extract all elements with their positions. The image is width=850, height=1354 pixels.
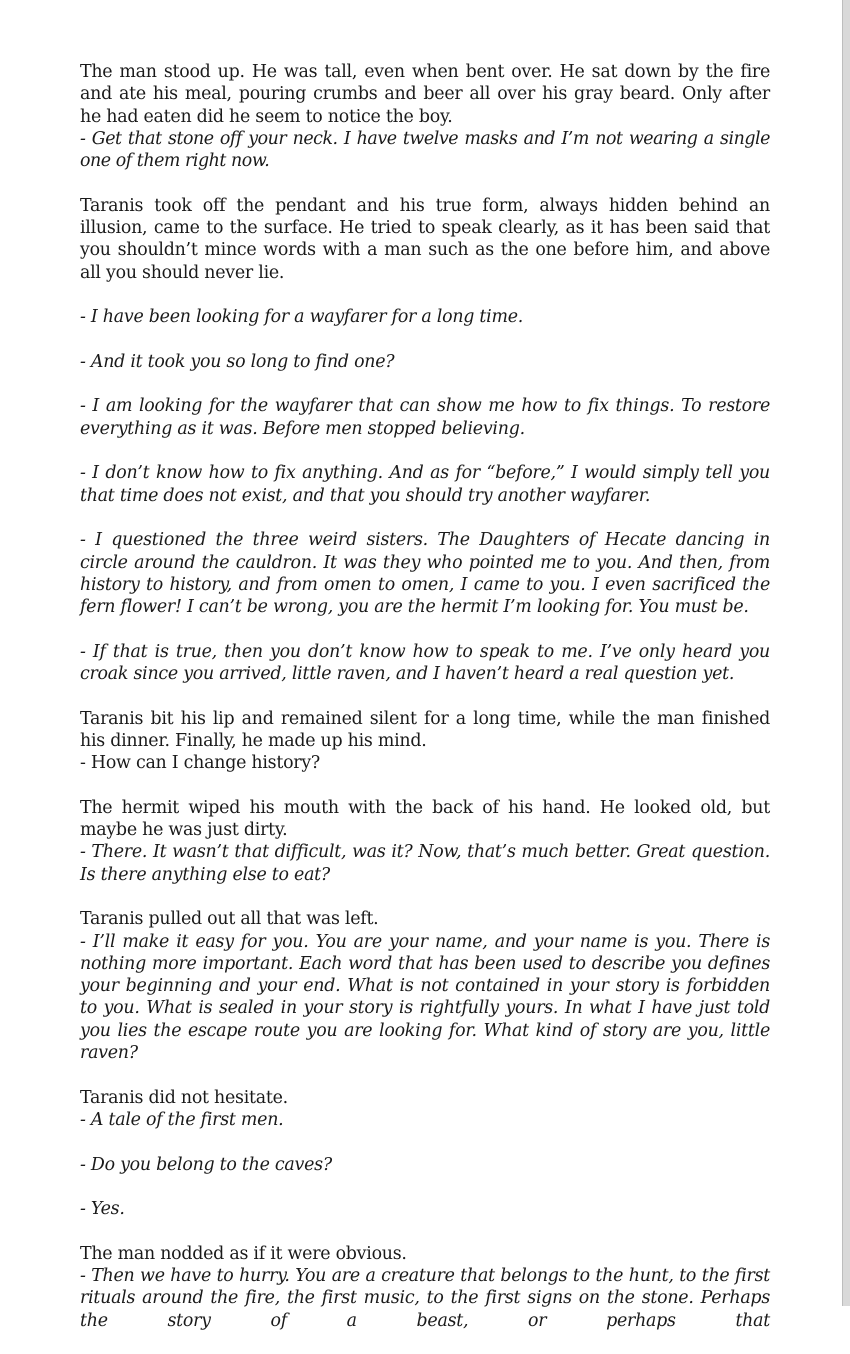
story-text (80, 61, 770, 1354)
dialogue-line: - Get that stone off your neck. I have twelve masks and I’m not wearing a single one of them right now. (80, 128, 770, 172)
narration-line: Taranis did not hesitate. (80, 1087, 288, 1108)
paragraph (80, 61, 770, 172)
dialogue-line: - And it took you so long to find one? (80, 351, 395, 372)
narration-line: The man nodded as if it were obvious. (80, 1243, 407, 1264)
dialogue-line: - There. It wasn’t that difficult, was it? Now, that’s much better. Great question. Is there anything else to eat? (80, 842, 770, 885)
paragraph (80, 529, 770, 618)
dialogue-line: - I don’t know how to fix anything. And as for “before,” I would simply tell you that time does not exist, and that you should try another wayfarer. (80, 463, 770, 506)
narration-line: Taranis pulled out all that was left. (80, 909, 379, 930)
narration-line: The hermit wiped his mouth with the back of his hand. He looked old, but maybe he was just dirty. (80, 797, 770, 841)
dialogue-line: - Yes. (80, 1199, 125, 1220)
dialogue-line: - I questioned the three weird sisters. The Daughters of Hecate dancing in circle around the cauldron. It was they who pointed me to you. And then, from history to history, and from omen to omen, I came to you. I even sacrificed the fern flower! I can’t be wrong, you are the hermit I’m looking for. You must be. (80, 530, 770, 618)
paragraph (80, 708, 770, 775)
paragraph (80, 641, 770, 686)
dialogue-line: - I’ll make it easy for you. You are your name, and your name is you. There is nothing more important. Each word that has been used to describe you defines your beginning and your end. What is not contained in your story is forbidden to you. What is sealed in your story is rightfully yours. In what I have just told you lies the escape route you are looking for. What kind of story are you, little raven? (80, 931, 770, 1064)
dialogue-line: - Do you belong to the caves? (80, 1154, 332, 1175)
dialogue-line: - I have been looking for a wayfarer for a long time. (80, 307, 524, 328)
dialogue-line: - Then we have to hurry. You are a creature that belongs to the hunt, to the first rituals around the fire, the first music, to the first signs on the stone. Perhaps the story of a beast, or perhaps that (80, 1266, 770, 1331)
narration-line: The man stood up. He was tall, even when bent over. He sat down by the fire and ate his meal, pouring crumbs and beer all over his gray beard. Only after he had eaten did he seem to notice the boy. (80, 62, 770, 127)
paragraph (80, 306, 770, 328)
dialogue-line: - If that is true, then you don’t know how to speak to me. I’ve only heard you croak since you arrived, little raven, and I haven’t heard a real question yet. (80, 641, 770, 685)
paragraph (80, 908, 770, 1064)
paragraph (80, 195, 770, 284)
dialogue-line: - I am looking for the wayfarer that can show me how to fix things. To restore everything as it was. Before men stopped believing. (80, 396, 770, 439)
paragraph (80, 1154, 770, 1176)
paragraph (80, 1087, 770, 1132)
dialogue-line: - How can I change history? (80, 753, 321, 774)
paragraph (80, 462, 770, 507)
paragraph (80, 351, 770, 373)
narration-line: Taranis took off the pendant and his true form, always hidden behind an illusion, came to the surface. He tried to speak clearly, as it has been said that you shouldn’t mince words with a man such as the one before him, and above all you should never lie. (80, 195, 770, 283)
paragraph (80, 797, 770, 886)
paragraph (80, 1198, 770, 1220)
page-edge (842, 0, 850, 1306)
paragraph (80, 395, 770, 440)
paragraph (80, 1243, 770, 1332)
dialogue-line: - A tale of the first men. (80, 1109, 284, 1130)
narration-line: Taranis bit his lip and remained silent for a long time, while the man finished his dinner. Finally, he made up his mind. (80, 708, 770, 751)
